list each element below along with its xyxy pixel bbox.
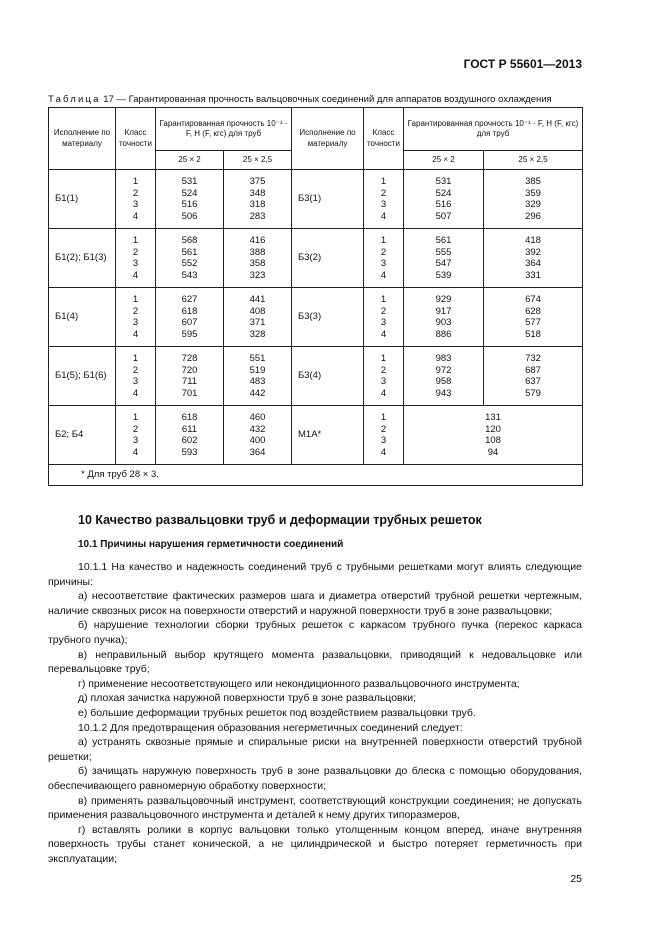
material-cell: М1А*	[292, 406, 364, 465]
material-cell: Б1(4)	[49, 288, 116, 347]
cell-value: 388	[249, 246, 266, 258]
strength-25x2-cell	[156, 170, 224, 229]
cell-value: 4	[132, 210, 139, 222]
cell-value: 4	[380, 387, 387, 399]
cell-value: 3	[132, 258, 139, 269]
strength-25x2-cell	[404, 347, 484, 406]
cell-value: 441	[249, 294, 266, 305]
cell-value: 2	[132, 423, 139, 435]
cell-value: 516	[435, 199, 452, 210]
material-cell: Б3(1)	[292, 170, 364, 229]
paragraph: е) большие деформации трубных решеток под воздействием развальцовки труб.	[78, 706, 476, 719]
cell-value: 519	[249, 364, 266, 376]
cell-value: 551	[249, 353, 266, 364]
cell-value: 531	[181, 176, 198, 187]
strength-25x25-cell	[484, 170, 583, 229]
strength-25x25-cell	[484, 229, 583, 288]
paragraph: в) применять развальцовочный инструмент, соответствующий конструкции соединения; не допускать применения развальцовочного инструмента и деталей к нему других типоразмеров,	[48, 794, 582, 822]
cell-value: 392	[525, 246, 541, 258]
subsection-title: 10.1 Причины нарушения герметичности соединений	[78, 539, 344, 550]
header-strength-right: Гарантированная прочность 10⁻¹ · F, Н (F, кгс) для труб	[404, 108, 583, 151]
cell-value: 2	[380, 187, 387, 199]
header-strength-left: Гарантированная прочность 10⁻¹ · F, Н (F, кгс) для труб	[156, 108, 292, 151]
cell-value: 120	[485, 423, 501, 435]
cell-value: 94	[487, 446, 499, 458]
strength-25x2-cell	[156, 229, 224, 288]
document-code: ГОСТ Р 55601—2013	[463, 57, 582, 71]
cell-value: 3	[380, 258, 387, 269]
strength-table	[48, 107, 583, 486]
cell-value: 595	[181, 328, 198, 340]
cell-value: 1	[380, 176, 387, 187]
strength-25x2-cell	[156, 406, 224, 465]
strength-25x25-cell	[484, 347, 583, 406]
table-row	[49, 406, 583, 465]
cell-value: 371	[249, 317, 266, 328]
cell-value: 364	[249, 446, 266, 458]
cell-value: 1	[132, 353, 139, 364]
cell-value: 732	[525, 353, 541, 364]
cell-value: 543	[181, 269, 198, 281]
header-25x25-left: 25 × 2,5	[224, 151, 292, 170]
cell-value: 568	[181, 235, 198, 246]
cell-value: 329	[525, 199, 541, 210]
strength-25x2-cell	[156, 288, 224, 347]
cell-value: 674	[525, 294, 541, 305]
cell-value: 983	[435, 353, 452, 364]
cell-value: 296	[525, 210, 541, 222]
paragraph: г) вставлять ролики в корпус вальцовки только утолщенным концом вперед, иначе внутренняя поверхность трубы станет конической, а не цилиндрической и быстро потеряет герметичность при эксплуатации;	[48, 823, 582, 865]
cell-value: 516	[181, 199, 198, 210]
strength-merged-cell	[404, 406, 583, 465]
strength-25x2-cell	[404, 229, 484, 288]
cell-value: 432	[249, 423, 266, 435]
cell-value: 4	[132, 446, 139, 458]
table-row	[49, 229, 583, 288]
cell-value: 917	[435, 305, 452, 317]
cell-value: 442	[249, 387, 266, 399]
table-row	[49, 347, 583, 406]
cell-value: 1	[380, 353, 387, 364]
cell-value: 577	[525, 317, 541, 328]
cell-value: 593	[181, 446, 198, 458]
cell-value: 108	[485, 435, 501, 446]
cell-value: 972	[435, 364, 452, 376]
class-cell	[364, 170, 404, 229]
cell-value: 2	[380, 305, 387, 317]
class-cell	[116, 406, 156, 465]
cell-value: 348	[249, 187, 266, 199]
header-material-right: Исполнение по материалу	[292, 108, 364, 170]
cell-value: 323	[249, 269, 266, 281]
strength-25x25-cell	[224, 347, 292, 406]
table-caption-label: Таблица	[48, 94, 101, 105]
body-text	[48, 560, 582, 866]
cell-value: 4	[132, 328, 139, 340]
cell-value: 618	[181, 305, 198, 317]
material-cell: Б1(5); Б1(6)	[49, 347, 116, 406]
cell-value: 3	[132, 199, 139, 210]
cell-value: 3	[132, 317, 139, 328]
cell-value: 607	[181, 317, 198, 328]
strength-25x25-cell	[224, 170, 292, 229]
strength-25x2-cell	[156, 347, 224, 406]
cell-value: 400	[249, 435, 266, 446]
strength-25x25-cell	[484, 288, 583, 347]
cell-value: 518	[525, 328, 541, 340]
cell-value: 886	[435, 328, 452, 340]
cell-value: 507	[435, 210, 452, 222]
cell-value: 555	[435, 246, 452, 258]
cell-value: 4	[380, 328, 387, 340]
cell-value: 364	[525, 258, 541, 269]
class-cell	[116, 170, 156, 229]
cell-value: 3	[380, 435, 387, 446]
cell-value: 524	[435, 187, 452, 199]
cell-value: 3	[132, 435, 139, 446]
cell-value: 331	[525, 269, 541, 281]
cell-value: 375	[249, 176, 266, 187]
paragraph: 10.1.1 На качество и надежность соединений труб с трубными решетками могут влиять следующие причины:	[48, 561, 582, 588]
cell-value: 611	[181, 423, 198, 435]
paragraph: а) устранять сквозные прямые и спиральные риски на внутренней поверхности отверстий трубной решетки;	[48, 736, 582, 763]
cell-value: 4	[380, 446, 387, 458]
cell-value: 3	[380, 376, 387, 387]
cell-value: 1	[380, 235, 387, 246]
cell-value: 2	[132, 364, 139, 376]
header-25x2-left: 25 × 2	[156, 151, 224, 170]
class-cell	[364, 347, 404, 406]
class-cell	[364, 229, 404, 288]
cell-value: 1	[380, 294, 387, 305]
cell-value: 628	[525, 305, 541, 317]
cell-value: 687	[525, 364, 541, 376]
cell-value: 460	[249, 412, 266, 423]
class-cell	[364, 406, 404, 465]
cell-value: 618	[181, 412, 198, 423]
paragraph: б) зачищать наружную поверхность труб в зоне развальцовки до блеска с помощью оборудования, обеспечивающего равномерную обработку поверхности;	[48, 765, 582, 792]
cell-value: 416	[249, 235, 266, 246]
material-cell: Б1(1)	[49, 170, 116, 229]
cell-value: 711	[181, 376, 198, 387]
table-caption-text: 17 — Гарантированная прочность вальцовочных соединений для аппаратов воздушного охлаждения	[100, 94, 552, 105]
cell-value: 385	[525, 176, 541, 187]
cell-value: 929	[435, 294, 452, 305]
material-cell: Б3(2)	[292, 229, 364, 288]
cell-value: 2	[380, 246, 387, 258]
cell-value: 506	[181, 210, 198, 222]
cell-value: 602	[181, 435, 198, 446]
page-number: 25	[570, 873, 582, 885]
cell-value: 3	[380, 199, 387, 210]
cell-value: 1	[132, 294, 139, 305]
cell-value: 3	[132, 376, 139, 387]
cell-value: 2	[380, 364, 387, 376]
paragraph: а) несоответствие фактических размеров шага и диаметра отверстий трубной решетки чертежным, наличие сквозных рисок на поверхности отверстий и наружной поверхности труб в зоне развальцовки;	[48, 590, 582, 617]
section-title: 10 Качество развальцовки труб и деформации трубных решеток	[78, 513, 482, 527]
header-class-right: Класс точности	[364, 108, 404, 170]
class-cell	[116, 347, 156, 406]
header-25x25-right: 25 × 2,5	[484, 151, 583, 170]
cell-value: 483	[249, 376, 266, 387]
material-cell: Б2; Б4	[49, 406, 116, 465]
cell-value: 561	[181, 246, 198, 258]
paragraph: 10.1.2 Для предотвращения образования негерметичных соединений следует:	[78, 721, 463, 734]
paragraph: д) плохая зачистка наружной поверхности труб в зоне развальцовки;	[78, 692, 416, 705]
class-cell	[116, 229, 156, 288]
cell-value: 547	[435, 258, 452, 269]
cell-value: 2	[132, 305, 139, 317]
header-25x2-right: 25 × 2	[404, 151, 484, 170]
table-row	[49, 288, 583, 347]
header-class-left: Класс точности	[116, 108, 156, 170]
cell-value: 958	[435, 376, 452, 387]
material-cell: Б3(3)	[292, 288, 364, 347]
cell-value: 283	[249, 210, 266, 222]
cell-value: 4	[132, 269, 139, 281]
cell-value: 637	[525, 376, 541, 387]
strength-25x2-cell	[404, 288, 484, 347]
cell-value: 131	[485, 412, 501, 423]
cell-value: 1	[132, 176, 139, 187]
material-cell: Б3(4)	[292, 347, 364, 406]
cell-value: 4	[380, 210, 387, 222]
cell-value: 1	[132, 235, 139, 246]
cell-value: 2	[132, 187, 139, 199]
class-cell	[364, 288, 404, 347]
cell-value: 408	[249, 305, 266, 317]
cell-value: 318	[249, 199, 266, 210]
table-footnote: * Для труб 28 × 3.	[49, 465, 583, 486]
strength-25x25-cell	[224, 406, 292, 465]
cell-value: 4	[132, 387, 139, 399]
cell-value: 418	[525, 235, 541, 246]
strength-25x2-cell	[404, 170, 484, 229]
material-cell: Б1(2); Б1(3)	[49, 229, 116, 288]
cell-value: 539	[435, 269, 452, 281]
cell-value: 4	[380, 269, 387, 281]
paragraph: в) неправильный выбор крутящего момента развальцовки, приводящий к недовальцовке или перевальцовке труб;	[48, 648, 582, 676]
cell-value: 328	[249, 328, 266, 340]
cell-value: 627	[181, 294, 198, 305]
header-material-left: Исполнение по материалу	[49, 108, 116, 170]
cell-value: 358	[249, 258, 266, 269]
strength-25x25-cell	[224, 288, 292, 347]
cell-value: 943	[435, 387, 452, 399]
cell-value: 903	[435, 317, 452, 328]
cell-value: 720	[181, 364, 198, 376]
cell-value: 3	[380, 317, 387, 328]
cell-value: 579	[525, 387, 541, 399]
cell-value: 2	[132, 246, 139, 258]
cell-value: 552	[181, 258, 198, 269]
table-row	[49, 170, 583, 229]
cell-value: 524	[181, 187, 198, 199]
cell-value: 561	[435, 235, 452, 246]
paragraph: г) применение несоответствующего или некондиционного развальцовочного инструмента;	[78, 677, 520, 690]
cell-value: 1	[380, 412, 387, 423]
cell-value: 701	[181, 387, 198, 399]
cell-value: 531	[435, 176, 452, 187]
paragraph: б) нарушение технологии сборки трубных решеток с каркасом трубного пучка (перекос каркаса трубного пучка);	[48, 619, 582, 646]
cell-value: 728	[181, 353, 198, 364]
class-cell	[116, 288, 156, 347]
cell-value: 1	[132, 412, 139, 423]
table-caption	[48, 94, 552, 105]
cell-value: 2	[380, 423, 387, 435]
strength-25x25-cell	[224, 229, 292, 288]
cell-value: 359	[525, 187, 541, 199]
